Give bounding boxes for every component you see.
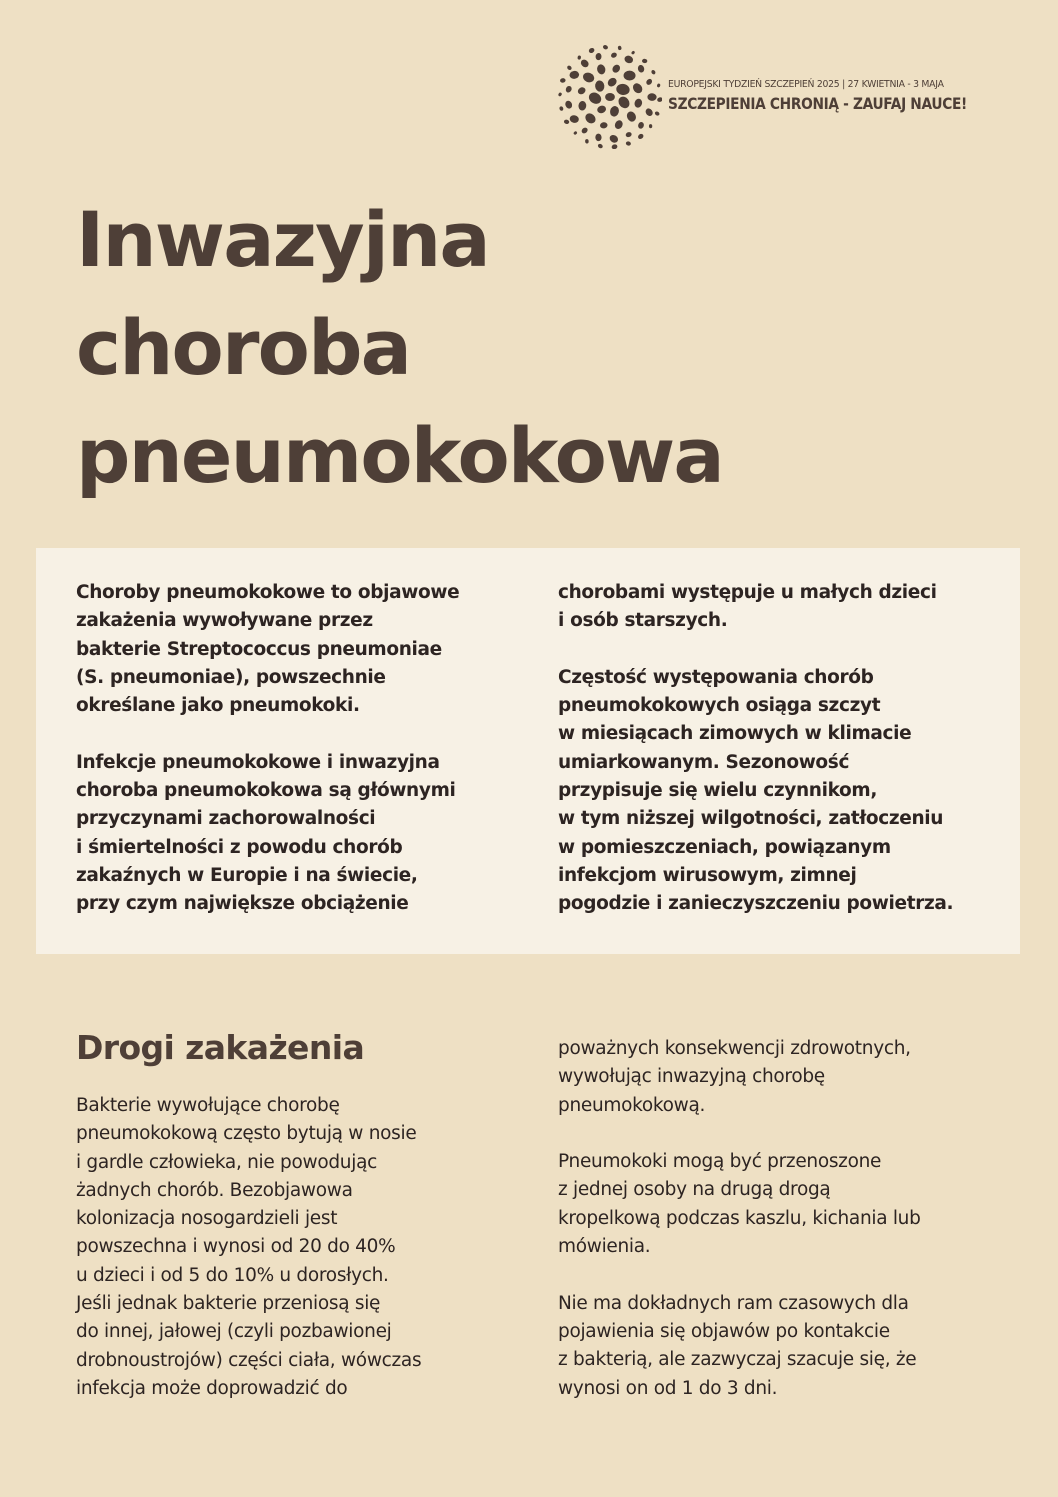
logo-dot <box>657 97 662 103</box>
section-paragraph-4: Nie ma dokładnych ram czasowych dla pojawienia się objawów po kontakcie z bakterią, ale zazwyczaj szacuje się, że wynosi on od 1 do 3 dni. <box>558 1292 917 1399</box>
campaign-dates-line: EUROPEJSKI TYDZIEŃ SZCZEPIEŃ 2025 | 27 KWIETNIA - 3 MAJA <box>668 79 944 90</box>
logo-dot <box>578 101 587 111</box>
logo-dot <box>566 65 572 71</box>
logo-dot <box>577 55 581 60</box>
logo-dot <box>647 93 656 101</box>
campaign-slogan-line: SZCZEPIENIA CHRONIĄ - ZAUFAJ NAUCE! <box>668 94 967 113</box>
campaign-logo <box>558 45 988 155</box>
logo-dot <box>608 133 619 144</box>
logo-dot <box>606 76 618 88</box>
logo-dot <box>579 58 590 69</box>
logo-dot <box>597 143 603 149</box>
intro-box <box>36 548 1020 954</box>
logo-dot <box>642 59 647 64</box>
logo-dot <box>595 133 602 141</box>
logo-dot <box>637 64 645 73</box>
logo-dot <box>585 139 589 143</box>
section-column-right <box>558 1035 998 1431</box>
logo-dot <box>645 78 653 86</box>
logo-dot <box>609 105 620 118</box>
logo-dot <box>644 107 654 117</box>
logo-dot <box>581 126 589 134</box>
logo-dot <box>564 100 573 110</box>
logo-dot <box>625 141 631 146</box>
logo-dot <box>595 80 605 92</box>
logo-dot <box>581 71 595 84</box>
logo-dot <box>657 83 661 88</box>
logo-dot <box>633 98 643 109</box>
logo-dot <box>654 111 660 117</box>
logo-dot <box>569 70 580 79</box>
logo-dot <box>611 144 618 149</box>
section-title: Drogi zakażenia <box>76 1028 365 1067</box>
logo-dot <box>611 63 622 74</box>
logo-dot <box>631 50 636 55</box>
logo-dot <box>651 69 657 75</box>
logo-dot <box>577 86 587 96</box>
logo-dot <box>617 45 621 50</box>
logo-dot <box>565 85 573 94</box>
logo-dot <box>564 119 570 124</box>
logo-dot <box>631 81 644 95</box>
logo-dot <box>583 111 597 125</box>
logo-dot <box>623 71 635 81</box>
logo-dot <box>615 83 630 96</box>
section-paragraph-3: Pneumokoki mogą być przenoszone z jednej osoby na drugą drogą kropelkową podczas kaszlu, kichania lub mówienia. <box>558 1151 921 1258</box>
logo-dot <box>623 54 634 64</box>
page-title-line-1: Inwazyjna <box>76 195 489 284</box>
logo-dot <box>558 92 562 97</box>
logo-dot <box>610 52 618 59</box>
logo-dot <box>637 121 644 129</box>
logo-dot <box>588 47 595 54</box>
logo-dot <box>637 133 644 140</box>
logo-dot <box>587 90 604 106</box>
logo-dot <box>596 63 607 75</box>
logo-dot <box>602 45 608 50</box>
intro-paragraph-1: Choroby pneumokokowe to objawowe zakażenia wywoływane przez bakterie Streptococcus pneumoniae (S. pneumoniae), powszechnie określane jako pneumokoki. <box>76 582 460 717</box>
logo-dot <box>559 106 564 112</box>
page-title-line-3: pneumokokowa <box>76 411 723 500</box>
page-title-line-2: choroba <box>76 303 411 392</box>
intro-paragraph-2: Infekcje pneumokokowe i inwazyjna choroba pneumokokowa są głównymi przyczynami zachorowalności i śmiertelności z powodu chorób zakaźnych w Europie i na świecie, przy czym największe obciążenie <box>76 751 456 915</box>
page-title <box>76 186 723 510</box>
logo-dot <box>613 119 624 130</box>
logo-dot <box>625 110 637 123</box>
logo-dot <box>600 122 608 129</box>
logo-dot <box>573 131 578 136</box>
intro-column-right <box>558 579 998 947</box>
intro-paragraph-3: chorobami występuje u małych dzieci i osób starszych. <box>558 582 937 632</box>
logo-dot <box>625 131 632 138</box>
logo-dot <box>616 94 631 110</box>
section-paragraph-1: Bakterie wywołujące chorobę pneumokokową często bytują w nosie i gardle człowieka, nie powodując żadnych chorób. Bezobjawowa kolonizacja nosogardzieli jest powszechna i wynosi od 20 do 40% u dzieci i od 5 do 10% u dorosłych. Jeśli jednak bakterie przeniosą się do innej, jałowej (czyli pozbawionej drobnoustrojów) części ciała, wówczas infekcja może doprowadzić do <box>76 1095 422 1399</box>
intro-column-left <box>76 579 516 947</box>
logo-dot <box>595 53 602 61</box>
dotted-sphere-logo-icon <box>558 45 662 149</box>
logo-dot <box>560 78 566 83</box>
logo-dot <box>569 114 580 123</box>
logo-text <box>668 79 988 113</box>
section-paragraph-2: poważnych konsekwencji zdrowotnych, wywołując inwazyjną chorobę pneumokokową. <box>558 1038 911 1116</box>
logo-dot <box>605 93 615 101</box>
logo-dot <box>596 104 607 114</box>
logo-dot <box>649 124 652 128</box>
section-column-left <box>76 1092 516 1432</box>
intro-paragraph-4: Częstość występowania chorób pneumokokowych osiąga szczyt w miesiącach zimowych w klimacie umiarkowanym. Sezonowość przypisuje się wielu czynnikom, w tym niższej wilgotności, zatłoczeniu w pomieszczeniach, powiązanym infekcjom wirusowym, zimnej pogodzie i zanieczyszczeniu powietrza. <box>558 666 954 915</box>
